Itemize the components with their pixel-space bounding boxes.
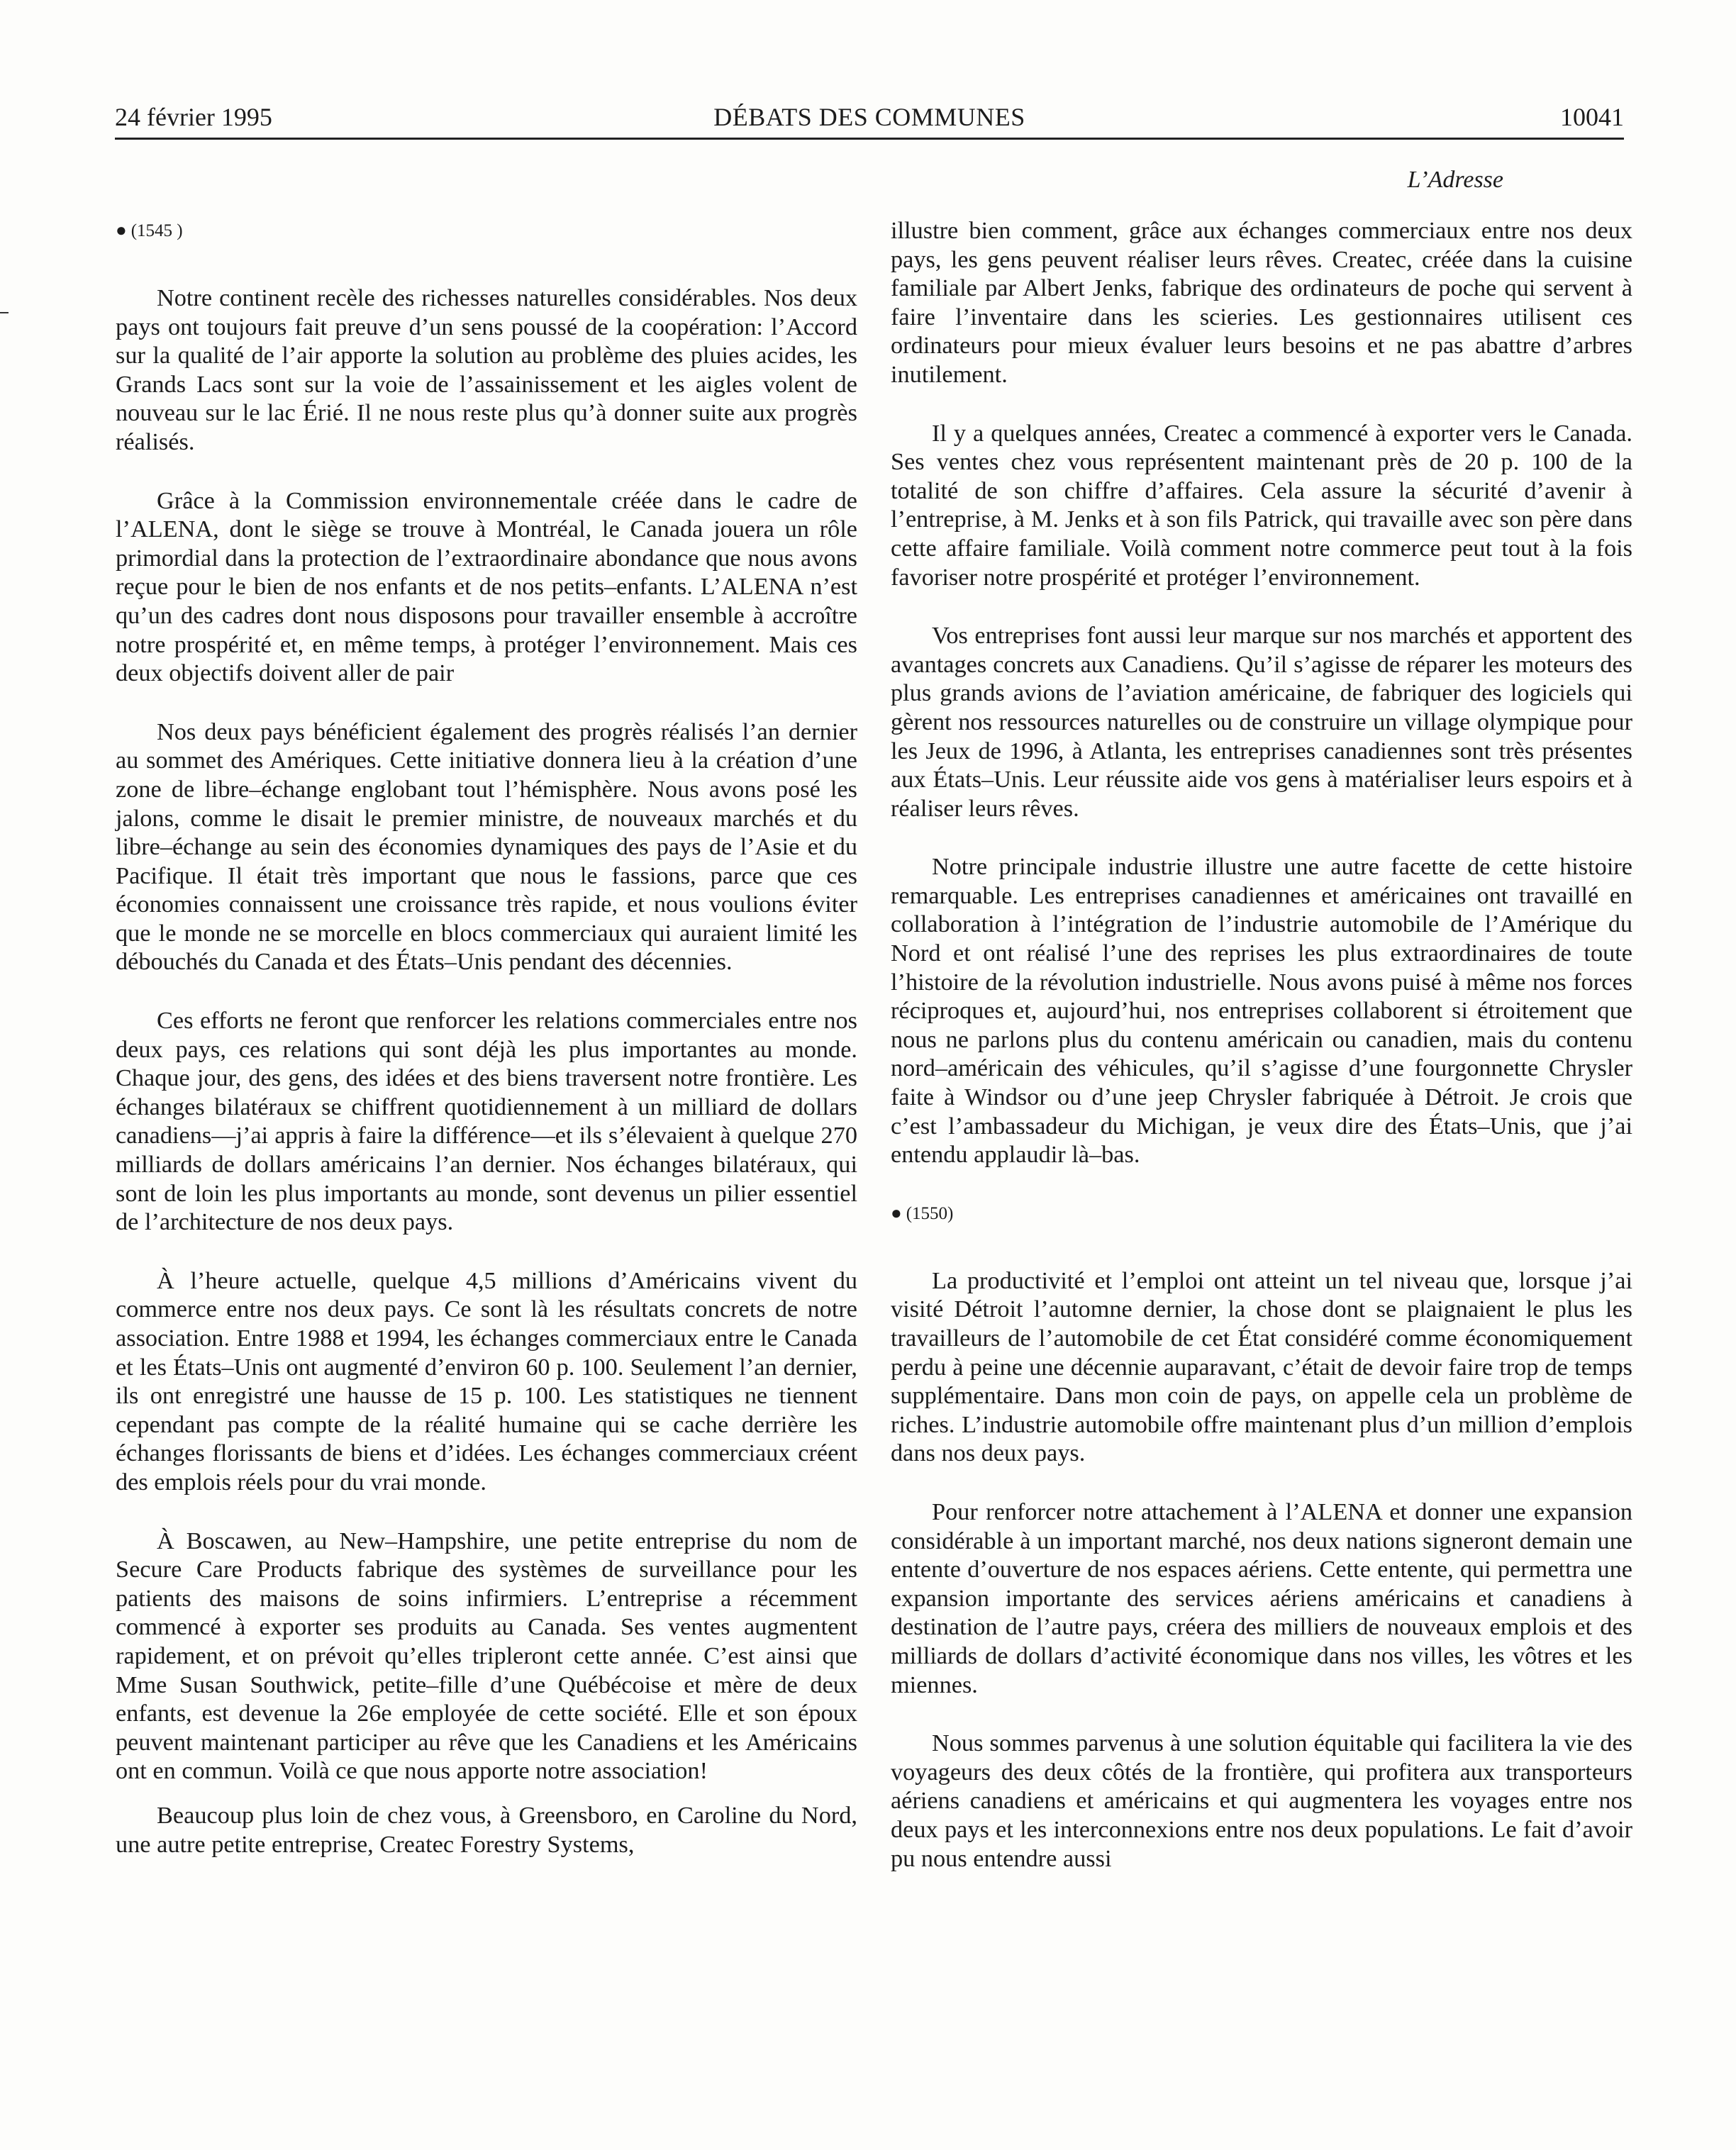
paragraph: Beaucoup plus loin de chez vous, à Greensboro, en Caroline du Nord, une autre petite entreprise, Createc Forestry Systems, xyxy=(116,1801,857,1858)
bullet-icon: ● xyxy=(116,220,127,240)
paragraph: Pour renforcer notre attachement à l’ALENA et donner une expansion considérable à un important marché, nos deux nations signeront demain une entente d’ouverture de nos espaces aériens. Cette entente, qui permettra une expansion importante des services aériens américains et canadiens à destination de l’autre pays, créera des milliers de nouveaux emplois et des milliards de dollars d’activité économique dans nos villes, les vôtres et les miennes. xyxy=(891,1498,1632,1698)
paragraph: Grâce à la Commission environnementale créée dans le cadre de l’ALENA, dont le siège se trouve à Montréal, le Canada jouera un rôle primordial dans la protection de l’extraordinaire abondance que nous avons reçue pour le bien de nos enfants et de nos petits–enfants. L’ALENA n’est qu’un des cadres dont nous disposons pour travailler ensemble à accroître notre prospérité et, en même temps, à protéger l’environnement. Mais ces deux objectifs doivent aller de pair xyxy=(116,486,857,687)
paragraph: Vos entreprises font aussi leur marque sur nos marchés et apportent des avantages concrets aux Canadiens. Qu’il s’agisse de réparer les moteurs des plus grands avions de l’aviation américaine, de fabriquer des logiciels qui gèrent nos ressources naturelles ou de construire un village olympique pour les Jeux de 1996, à Atlanta, les entreprises canadiennes sont très présentes aux États–Unis. Leur réussite aide vos gens à matérialiser leurs espoirs et à réaliser leurs rêves. xyxy=(891,622,1632,822)
time-marker-label: (1545 ) xyxy=(130,221,183,240)
header-title: DÉBATS DES COMMUNES xyxy=(713,103,1025,131)
paragraph: Ces efforts ne feront que renforcer les relations commerciales entre nos deux pays, ces relations qui sont déjà les plus importantes au monde. Chaque jour, des gens, des idées et des biens traversent notre frontière. Les échanges bilatéraux se chiffrent quotidiennement à un milliard de dollars canadiens—j’ai appris à faire la différence—et ils s’élevaient à quelque 270 milliards de dollars américains l’an dernier. Nos échanges bilatéraux, qui sont de loin les plus importants au monde, sont devenus un pilier essentiel de l’architecture de nos deux pays. xyxy=(116,1007,857,1236)
paragraph: Nous sommes parvenus à une solution équitable qui facilitera la vie des voyageurs des deux côtés de la frontière, qui profitera aux transporteurs aériens canadiens et américains et qui augmentera les voyages entre nos deux pays et les interconnexions entre nos deux populations. Le fait d’avoir pu nous entendre aussi xyxy=(891,1730,1632,1872)
paragraph: Notre principale industrie illustre une autre facette de cette histoire remarquable. Les entreprises canadiennes et américaines ont travaillé en collaboration à l’intégration de l’industrie automobile de l’Amérique du Nord et ont réalisé l’une des reprises les plus extraordinaires de toute l’histoire de la révolution industrielle. Nous avons puisé à même nos forces réciproques et, aujourd’hui, nos entreprises collaborent si étroitement que nous ne parlons plus du contenu américain ou canadien, mais du contenu nord–américain des véhicules, qu’il s’agisse d’une fourgonnette Chrysler faite à Windsor ou d’une jeep Chrysler fabriquée à Détroit. Je crois que c’est l’ambassadeur du Michigan, je veux dire des États–Unis, que j’ai entendu applaudir là–bas. xyxy=(891,853,1632,1169)
paragraph: Il y a quelques années, Createc a commencé à exporter vers le Canada. Ses ventes chez vous représentent maintenant près de 20 p. 100 de la totalité de son chiffre d’affaires. Cela assure la sécurité d’avenir à l’entreprise, à M. Jenks et à son fils Patrick, qui travaille avec son père dans cette affaire familiale. Voilà comment notre commerce peut tout à la fois favoriser notre prospérité et protéger l’environnement. xyxy=(891,419,1632,591)
header-date: 24 février 1995 xyxy=(115,103,272,131)
page-header xyxy=(115,96,1624,138)
bullet-icon: ● xyxy=(891,1202,902,1223)
time-marker-label: (1550) xyxy=(906,1203,954,1223)
time-marker xyxy=(891,1199,1632,1228)
paragraph: Notre continent recèle des richesses naturelles considérables. Nos deux pays ont toujours fait preuve d’un sens poussé de la coopération: l’Accord sur la qualité de l’air apporte la solution au problème des pluies acides, les Grands Lacs sont sur la voie de l’assainissement et les aigles volent de nouveau sur le lac Érié. Il ne nous reste plus qu’à donner suite aux progrès réalisés. xyxy=(116,284,857,455)
paragraph: Nos deux pays bénéficient également des progrès réalisés l’an dernier au sommet des Amériques. Cette initiative donnera lieu à la création d’une zone de libre–échange englobant tout l’hémisphère. Nous avons posé les jalons, comme le disait le premier ministre, de nouveaux marchés et du libre–échange au sein des économies dynamiques des pays de l’Asie et du Pacifique. Il était très important que nous le fassions, parce que ces économies connaissent une croissance très rapide, et nous voulions éviter que le monde ne se morcelle en blocs commerciaux qui auraient limité les débouchés du Canada et des États–Unis pendant des décennies. xyxy=(116,718,857,976)
header-rule xyxy=(115,138,1624,140)
left-column xyxy=(116,216,857,1888)
page-number: 10041 xyxy=(1560,103,1624,131)
paragraph: À Boscawen, au New–Hampshire, une petite entreprise du nom de Secure Care Products fabrique des systèmes de surveillance pour les patients des maisons de soins infirmiers. L’entreprise a récemment commencé à exporter ses produits au Canada. Ses ventes augmentent rapidement, et on prévoit qu’elles tripleront cette année. C’est ainsi que Mme Susan Southwick, petite–fille d’une Québécoise et mère de deux enfants, est devenue la 26e employée de cette société. Elle et son époux peuvent maintenant participer au rêve que les Canadiens et les Américains ont en commun. Voilà ce que nous apporte notre association! xyxy=(116,1527,857,1785)
scan-mark xyxy=(0,312,9,313)
paragraph: La productivité et l’emploi ont atteint un tel niveau que, lorsque j’ai visité Détroit l’automne dernier, la chose dont se plaignaient le plus les travailleurs de l’automobile de cet État considéré comme économiquement perdu à peine une décennie auparavant, c’était de devoir faire trop de temps supplémentaire. Dans mon coin de pays, on appelle cela un problème de riches. L’industrie automobile offre maintenant plus d’un million d’emplois dans nos deux pays. xyxy=(891,1266,1632,1467)
right-column xyxy=(891,216,1632,1903)
paragraph: À l’heure actuelle, quelque 4,5 millions d’Américains vivent du commerce entre nos deux pays. Ce sont là les résultats concrets de notre association. Entre 1988 et 1994, les échanges commerciaux entre le Canada et les États–Unis ont augmenté d’environ 60 p. 100. Seulement l’an dernier, ils ont enregistré une hausse de 15 p. 100. Les statistiques ne tiennent cependant pas compte de la réalité humaine qui se cache derrière les échanges florissants de biens et d’idées. Les échanges commerciaux créent des emplois réels pour du vrai monde. xyxy=(116,1266,857,1495)
paragraph: illustre bien comment, grâce aux échanges commerciaux entre nos deux pays, les gens peuvent réaliser leurs rêves. Createc, créée dans la cuisine familiale par Albert Jenks, fabrique des ordinateurs de poche qui servent à faire l’inventaire dans les scieries. Les gestionnaires utilisent ces ordinateurs pour mieux évaluer leurs besoins et ne pas abattre d’arbres inutilement. xyxy=(891,217,1632,388)
section-title: L’Adresse xyxy=(1407,167,1503,193)
time-marker xyxy=(116,216,857,245)
